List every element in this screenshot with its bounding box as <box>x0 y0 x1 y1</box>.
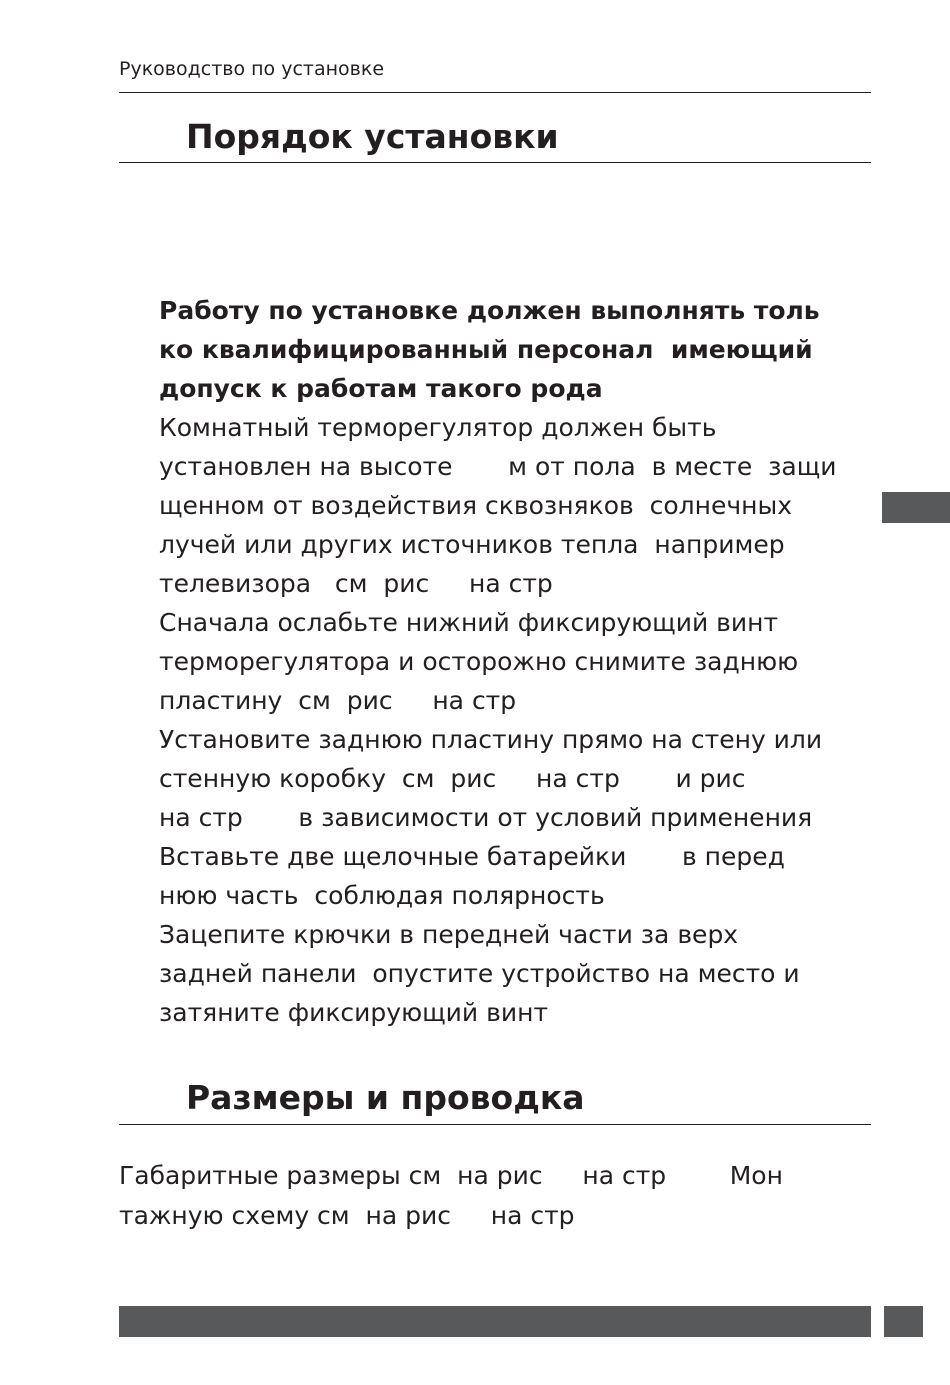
section-rule-installation <box>119 162 871 163</box>
warning-line: допуск к работам такого рода <box>159 374 603 403</box>
instruction-line: терморегулятора и осторожно снимите заднюю <box>159 647 799 676</box>
instruction-line: нюю часть соблюдая полярность <box>159 881 605 910</box>
section-rule-dimensions <box>119 1124 871 1125</box>
paragraph-line: тажную схему см на рис на стр <box>119 1201 575 1230</box>
instruction-line: на стр в зависимости от условий применения <box>159 803 813 832</box>
instruction-line: установлен на высоте м от пола в месте защи <box>159 452 837 481</box>
instruction-line: Вставьте две щелочные батарейки в перед <box>159 842 785 871</box>
warning-line: Работу по установке должен выполнять толь <box>159 296 820 325</box>
instruction-line: щенном от воздействия сквозняков солнечных <box>159 491 793 520</box>
instruction-line: пластину см рис на стр <box>159 686 517 715</box>
dimensions-paragraph <box>119 1156 879 1236</box>
instruction-line: задней панели опустите устройство на место и <box>159 959 800 988</box>
paragraph-line: Габаритные размеры см на рис на стр Мон <box>119 1161 783 1190</box>
instruction-line: Сначала ослабьте нижний фиксирующий винт <box>159 608 779 637</box>
side-tab-marker <box>882 492 950 523</box>
running-header: Руководство по установке <box>119 58 385 80</box>
section-title-dimensions: Размеры и проводка <box>186 1078 585 1117</box>
warning-line: ко квалифицированный персонал имеющий <box>159 335 813 364</box>
instruction-line: лучей или других источников тепла например <box>159 530 785 559</box>
installation-instructions <box>159 291 879 1032</box>
page-number-box <box>884 1306 923 1337</box>
instruction-line: телевизора см рис на стр <box>159 569 553 598</box>
instruction-line: затяните фиксирующий винт <box>159 998 549 1027</box>
instruction-line: Зацепите крючки в передней части за верх <box>159 920 739 949</box>
instruction-line: стенную коробку см рис на стр и рис <box>159 764 746 793</box>
instruction-line: Установите заднюю пластину прямо на стену или <box>159 725 823 754</box>
footer-bar <box>119 1306 871 1337</box>
instruction-line: Комнатный терморегулятор должен быть <box>159 413 717 442</box>
header-rule <box>119 92 871 93</box>
section-title-installation: Порядок установки <box>186 117 559 156</box>
